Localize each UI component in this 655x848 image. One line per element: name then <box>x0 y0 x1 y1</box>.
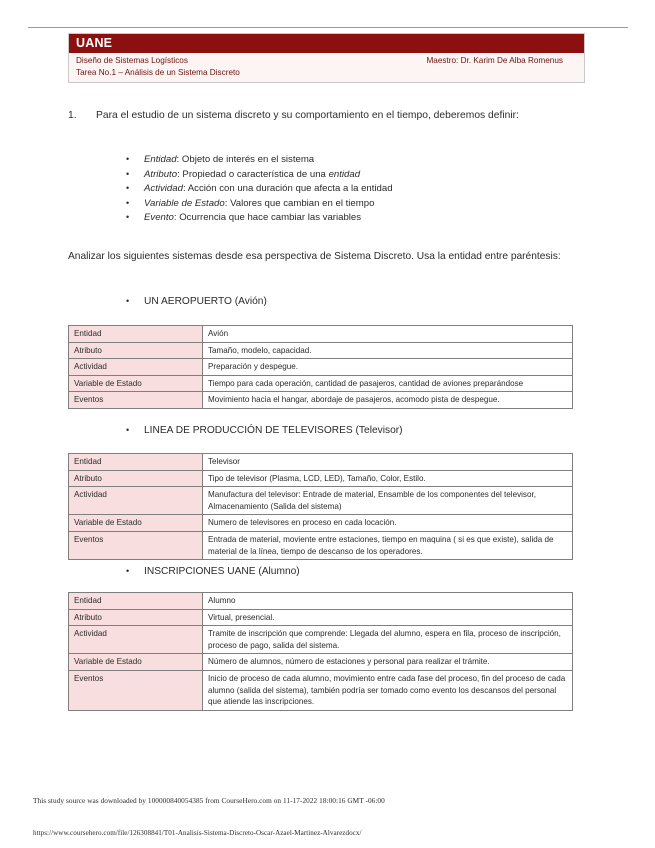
term-definition-italic: entidad <box>328 168 361 180</box>
table-row <box>69 375 573 392</box>
row-value: Alumno <box>203 593 573 610</box>
row-value: Manufactura del televisor: Entrade de material, Ensamble de los componentes del televisor, Almacenamiento (Salida del sistema) <box>203 487 573 515</box>
header-course-name: Diseño de Sistemas Logísticos <box>76 56 188 65</box>
row-label: Entidad <box>69 454 203 471</box>
row-label: Actividad <box>69 487 203 515</box>
intro-paragraph <box>68 108 580 124</box>
table-row <box>69 654 573 671</box>
section-bullet-aeropuerto: • UN AEROPUERTO (Avión) <box>68 295 267 309</box>
term-name: Evento <box>144 212 174 224</box>
term-definition: Propiedad o característica de una <box>182 168 329 180</box>
section-bullet-inscripciones: • INSCRIPCIONES UANE (Alumno) <box>68 565 300 579</box>
term-definition: Valores que cambian en el tiempo <box>230 197 375 209</box>
term-definition: Objeto de interés en el sistema <box>181 154 315 165</box>
list-item <box>68 182 568 197</box>
row-label: Eventos <box>69 670 203 710</box>
row-value: Inicio de proceso de cada alumno, movimiento entre cada fase del proceso, fin del proceso de cada alumno (salida del sistema), también podría ser tomado como evento los descansos del personal que atiende las inscripciones. <box>203 670 573 710</box>
table-row <box>69 531 573 559</box>
row-label: Entidad <box>69 326 203 343</box>
row-label: Atributo <box>69 342 203 359</box>
row-label: Variable de Estado <box>69 654 203 671</box>
header-teacher-name: Maestro: Dr. Karim De Alba Romenus <box>426 56 563 65</box>
term-separator: : <box>182 183 188 195</box>
term-name: Entidad <box>144 154 177 165</box>
term-separator: : <box>177 168 183 180</box>
definitions-list <box>68 153 568 226</box>
term-definition: Acción con una duración que afecta a la entidad <box>187 183 393 195</box>
table-row <box>69 359 573 376</box>
header-row-course <box>76 55 577 67</box>
table-row <box>69 342 573 359</box>
table-row <box>69 392 573 409</box>
table-row <box>69 515 573 532</box>
row-label: Eventos <box>69 392 203 409</box>
row-label: Entidad <box>69 593 203 610</box>
table-row <box>69 626 573 654</box>
header-institution-title: UANE <box>76 36 113 50</box>
term-separator: : <box>176 154 182 165</box>
row-value: Tramite de inscripción que comprende: Llegada del alumno, espera en fila, proceso de inscripción, proceso de pago, salida del sistema. <box>203 626 573 654</box>
download-watermark-note: This study source was downloaded by 100000840054385 from CourseHero.com on 11-17-2022 18:00:16 GMT -06:00 <box>33 796 385 805</box>
table-televisores <box>68 453 573 560</box>
list-item <box>68 197 568 212</box>
row-label: Actividad <box>69 626 203 654</box>
table-row <box>69 593 573 610</box>
row-value: Tiempo para cada operación, cantidad de pasajeros, cantidad de aviones preparándose <box>203 375 573 392</box>
term-name: Variable de Estado <box>144 197 225 209</box>
table-row <box>69 326 573 343</box>
row-value: Preparación y despegue. <box>203 359 573 376</box>
row-value: Movimiento hacia el hangar, abordaje de pasajeros, acomodo pista de despegue. <box>203 392 573 409</box>
row-label: Atributo <box>69 609 203 626</box>
row-value: Número de alumnos, número de estaciones y personal para realizar el trámite. <box>203 654 573 671</box>
instruction-paragraph: Analizar los siguientes sistemas desde esa perspectiva de Sistema Discreto. Usa la entidad entre paréntesis: <box>68 251 561 262</box>
term-separator: : <box>173 212 180 224</box>
row-value: Numero de televisores en proceso en cada locación. <box>203 515 573 532</box>
row-value: Tamaño, modelo, capacidad. <box>203 342 573 359</box>
header-title-bar <box>69 34 584 53</box>
term-name: Actividad <box>144 183 183 195</box>
section-bullet-televisores: • LINEA DE PRODUCCIÓN DE TELEVISORES (Televisor) <box>68 424 403 438</box>
list-item <box>68 168 568 183</box>
table-row <box>69 609 573 626</box>
header-assignment-name: Tarea No.1 – Análisis de un Sistema Discreto <box>76 67 240 77</box>
list-item <box>68 211 568 226</box>
table-row <box>69 670 573 710</box>
term-separator: : <box>224 197 231 209</box>
header-details <box>69 53 584 82</box>
row-value: Tipo de televisor (Plasma, LCD, LED), Tamaño, Color, Estilo. <box>203 470 573 487</box>
source-url-text: https://www.coursehero.com/file/126308841/T01-Analisis-Sistema-Discreto-Oscar-Azael-Martinez-Alvarezdocx/ <box>33 829 362 837</box>
row-value: Televisor <box>203 454 573 471</box>
table-row <box>69 487 573 515</box>
page-top-rule <box>28 27 628 28</box>
row-value: Virtual, presencial. <box>203 609 573 626</box>
row-label: Variable de Estado <box>69 375 203 392</box>
row-label: Actividad <box>69 359 203 376</box>
table-inscripciones <box>68 592 573 711</box>
term-definition: Ocurrencia que hace cambiar las variables <box>179 212 362 224</box>
row-label: Variable de Estado <box>69 515 203 532</box>
intro-text: Para el estudio de un sistema discreto y su comportamiento en el tiempo, deberemos definir: <box>96 110 519 121</box>
intro-number: 1. <box>68 110 77 121</box>
row-value: Entrada de material, moviente entre estaciones, tiempo en maquina ( si es que existe), salida de material de la línea, tiempo de descanso de los operadores. <box>203 531 573 559</box>
table-row <box>69 470 573 487</box>
list-item <box>68 153 568 168</box>
table-aeropuerto <box>68 325 573 409</box>
term-name: Atributo <box>144 168 178 180</box>
document-header <box>68 33 585 83</box>
row-label: Eventos <box>69 531 203 559</box>
table-row <box>69 454 573 471</box>
row-label: Atributo <box>69 470 203 487</box>
row-value: Avión <box>203 326 573 343</box>
